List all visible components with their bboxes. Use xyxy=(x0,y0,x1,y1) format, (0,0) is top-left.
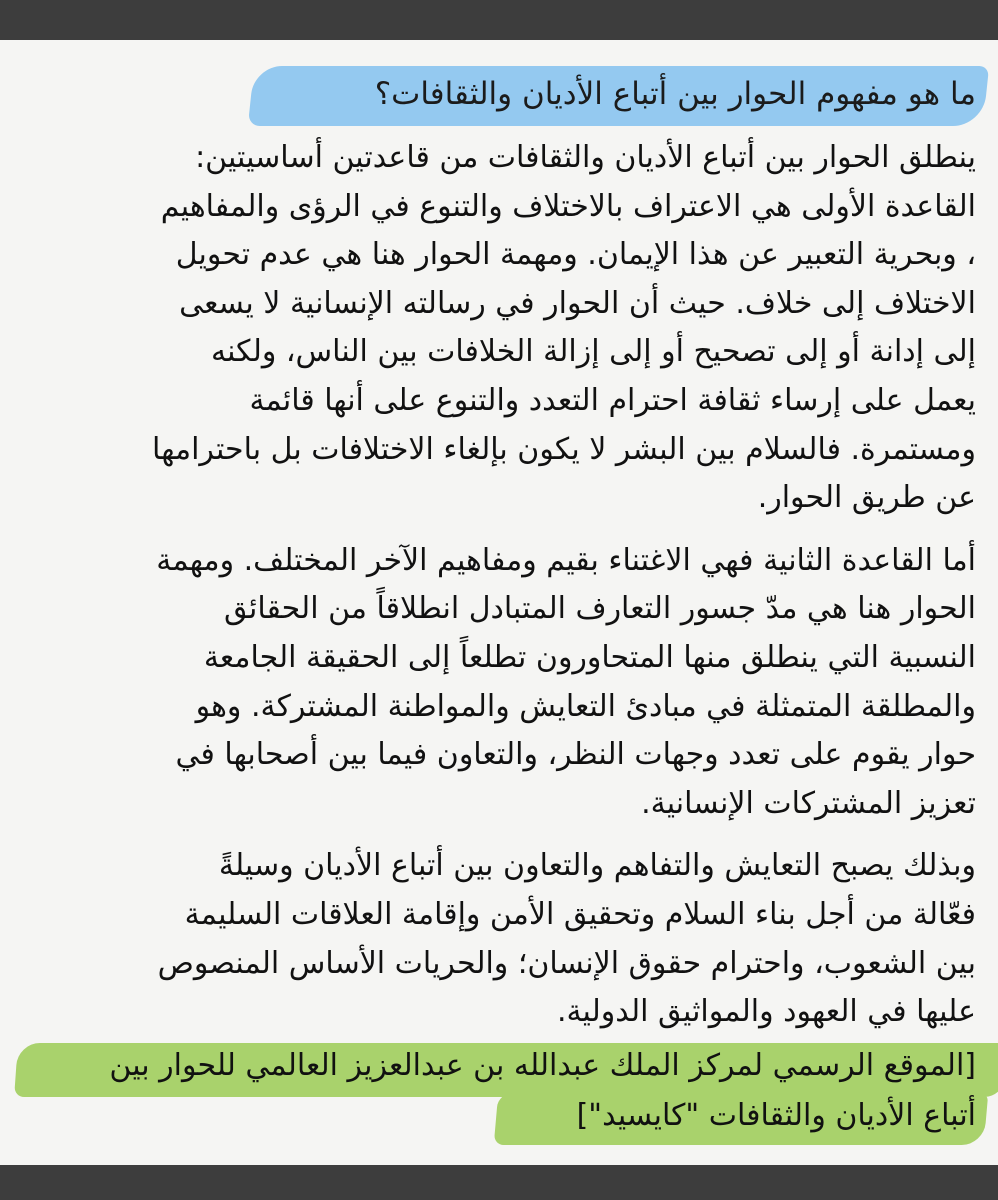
top-frame-bar xyxy=(0,0,998,40)
source-citation: [الموقع الرسمي لمركز الملك عبدالله بن عبدالعزيز العالمي للحوار بين أتباع الأديان والثقافات "كايسيد"] xyxy=(109,1047,976,1133)
title-block xyxy=(20,58,986,134)
paragraph-second-principle: أما القاعدة الثانية فهي الاغتناء بقيم ومفاهيم الآخر المختلف. ومهمة الحوار هنا هي مدّ جسور التعارف المتبادل انطلاقاً من الحقائق النسبية التي ينطلق منها المتحاورون تطلعاً إلى الحقيقة الجامعة والمطلقة المتمثلة في مبادئ التعايش والمواطنة المشتركة. وهو حوار يقوم على تعدد وجهات النظر، والتعاون فيما بين أصحابها في تعزيز المشتركات الإنسانية. xyxy=(156,542,976,821)
document-body xyxy=(20,58,986,1145)
bottom-frame-bar xyxy=(0,1165,998,1200)
document-title: ما هو مفهوم الحوار بين أتباع الأديان والثقافات؟ xyxy=(374,76,976,112)
paragraph-conclusion: وبذلك يصبح التعايش والتفاهم والتعاون بين أتباع الأديان وسيلةً فعّالة من أجل بناء السلام وتحقيق الأمن وإقامة العلاقات السليمة بين الشعوب، واحترام حقوق الإنسان؛ والحريات الأساس المنصوص عليها في العهود والمواثيق الدولية. xyxy=(157,848,976,1030)
source-block xyxy=(20,1041,986,1145)
paragraph-first-principle: ينطلق الحوار بين أتباع الأديان والثقافات من قاعدتين أساسيتين: القاعدة الأولى هي الاعتراف بالاختلاف والتنوع في الرؤى والمفاهيم ، وبحرية التعبير عن هذا الإيمان. ومهمة الحوار هنا هي عدم تحويل الاختلاف إلى خلاف. حيث أن الحوار في رسالته الإنسانية لا يسعى إلى إدانة أو إلى تصحيح أو إلى إزالة الخلافات بين الناس، ولكنه يعمل على إرساء ثقافة احترام التعدد والتنوع على أنها قائمة ومستمرة. فالسلام بين البشر لا يكون بإلغاء الاختلافات بل باحترامها عن طريق الحوار. xyxy=(152,140,976,516)
